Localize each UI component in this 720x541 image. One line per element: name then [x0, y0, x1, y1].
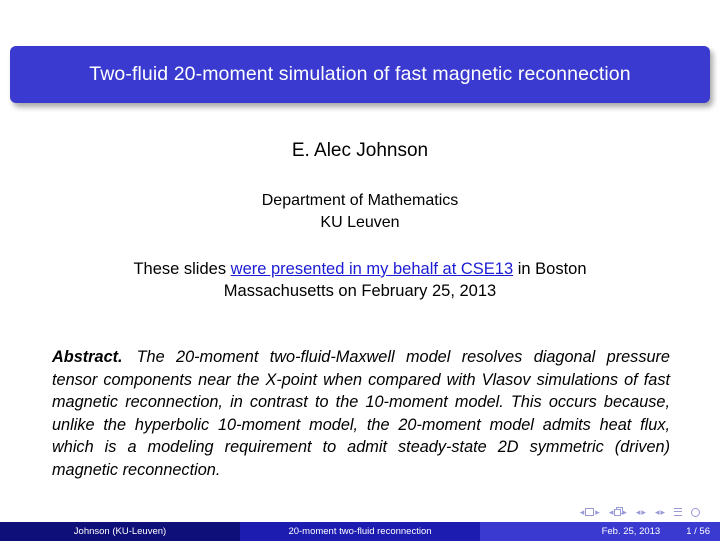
notice-suffix: in Boston [513, 260, 587, 278]
frame-icon [585, 508, 594, 516]
institution: KU Leuven [320, 214, 400, 231]
cse13-link[interactable]: were presented in my behalf at CSE13 [230, 260, 514, 278]
search-nav [691, 508, 700, 517]
footer-page-number: 1 / 56 [686, 526, 710, 537]
search-icon[interactable] [691, 508, 700, 517]
align-nav [674, 508, 682, 516]
notice-prefix: These slides [133, 260, 231, 278]
section-back-icon[interactable]: ◂ [635, 506, 641, 517]
section-nav [636, 507, 646, 518]
abstract [52, 346, 670, 482]
department: Department of Mathematics [261, 192, 459, 209]
subsection-icon [614, 509, 621, 516]
subsection-nav [609, 507, 627, 518]
subsection2-back-icon[interactable]: ◂ [654, 506, 660, 517]
subsection-nav-2 [655, 507, 665, 518]
footer-date-page [480, 522, 720, 541]
footer-author: Johnson (KU-Leuven) [0, 522, 240, 541]
slide-title-bar [10, 46, 710, 103]
slide-footer [0, 522, 720, 541]
presentation-notice [0, 258, 720, 302]
abstract-text: The 20-moment two-fluid-Maxwell model resolves diagonal pressure tensor components near the X-point when compared with Vlasov simulations of fast magnetic reconnection, in contrast to the 10-moment model. This occurs because, unlike the hyperbolic 10-moment model, the 20-moment model admits heat flux, which is a modeling requirement to admit steady-state 2D symmetric (driven) magnetic reconnection. [52, 348, 670, 479]
section-forward-icon[interactable]: ▸ [641, 506, 646, 517]
subsection-back-icon[interactable]: ◂ [608, 506, 614, 517]
author-name: E. Alec Johnson [291, 140, 429, 161]
beamer-navigation [580, 505, 706, 519]
notice-line-1 [0, 258, 720, 280]
subsection-forward-icon[interactable]: ▸ [622, 506, 627, 517]
frame-back-icon[interactable]: ◂ [579, 506, 585, 517]
notice-line-2: Massachusetts on February 25, 2013 [223, 282, 497, 300]
subsection2-forward-icon[interactable]: ▸ [660, 506, 665, 517]
footer-date: Feb. 25, 2013 [601, 526, 661, 537]
abstract-label: Abstract. [52, 348, 123, 366]
footer-title: 20-moment two-fluid reconnection [240, 522, 480, 541]
slide-title: Two-fluid 20-moment simulation of fast magnetic reconnection [89, 63, 631, 85]
align-icon[interactable] [674, 508, 682, 516]
affiliation [0, 190, 720, 234]
frame-nav [580, 507, 600, 518]
frame-forward-icon[interactable]: ▸ [595, 506, 600, 517]
